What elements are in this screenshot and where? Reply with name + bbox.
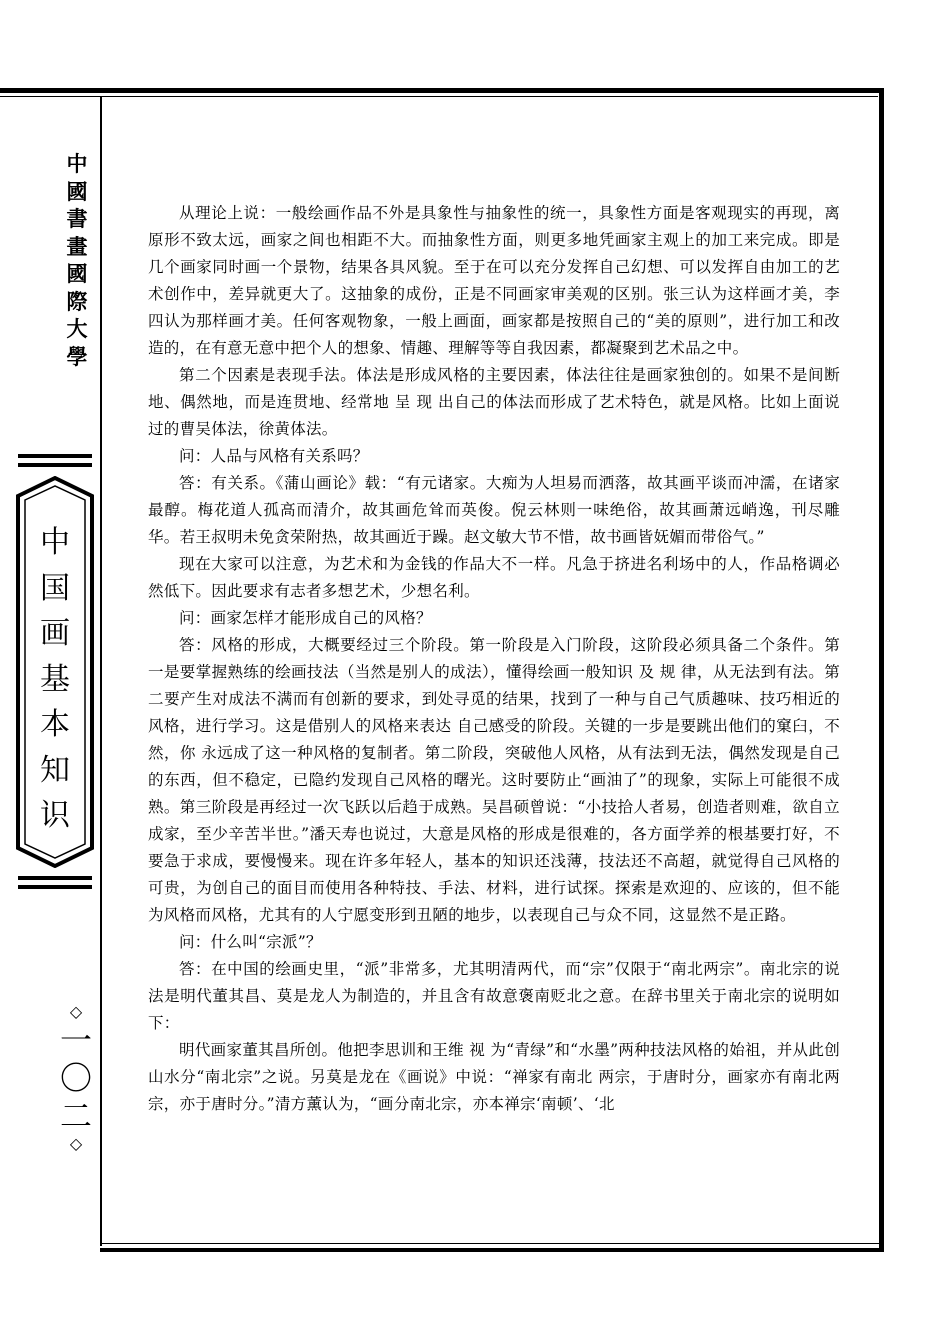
school-name-char: 畫 [66,233,88,259]
book-title-box [16,476,94,868]
body-text [148,200,840,1118]
book-title [16,520,94,839]
book-title-char: 知 [40,752,70,788]
book-title-char: 画 [40,616,70,651]
title-ornament-top [18,454,92,472]
sidebar-divider [100,96,102,1246]
title-ornament-bottom [18,876,92,894]
answer: 答：在中国的绘画史里，“派”非常多，尤其明清两代，而“宗”仅限于“南北两宗”。南北宗的说法是明代董其昌、莫是龙人为制造的，并且含有故意褒南贬北之意。在辞书里关于南北宗的说明如下： [148,960,840,1032]
frame-top-rule [0,96,878,97]
school-name-char: 書 [66,206,88,231]
school-name-char: 中 [66,151,88,176]
page-number-digit: 一 [60,1021,93,1059]
frame-bottom-rule [100,1243,880,1244]
school-name [60,150,94,370]
school-name-char: 學 [66,343,88,369]
frame-top-border [0,88,884,93]
paragraph: 第二个因素是表现手法。体法是形成风格的主要因素，体法往往是画家独创的。如果不是间断地、偶然地，而是连贯地、经常地 呈 现 出自己的体法而形成了艺术特色，就是风格。比如上面说过的曹吴体法，徐黄体法。 [148,366,840,438]
page-number [60,1003,92,1153]
question: 问：画家怎样才能形成自己的风格？ [179,609,432,627]
paragraph: 明代画家董其昌所创。他把李思训和王维 视 为“青绿”和“水墨”两种技法风格的始祖，并从此创山水分“南北宗”之说。另莫是龙在《画说》中说：“禅家有南北 两宗，于唐时分，画家亦有南北两宗，亦于唐时分。”清方薰认为，“画分南北宗，亦本禅宗‘南顿’、‘北 [148,1041,840,1113]
school-name-char: 大 [66,316,88,341]
book-title-char: 中 [40,525,70,560]
diamond-icon: ◇ [69,1002,83,1021]
school-name-char: 國 [66,178,88,204]
question: 问：人品与风格有关系吗？ [179,447,369,465]
frame-right-border [879,88,884,1252]
paragraph: 现在大家可以注意，为艺术和为金钱的作品大不一样。凡急于挤进名利场中的人，作品格调必然低下。因此要求有志者多想艺术，少想名利。 [148,555,840,600]
book-title-char: 基 [40,661,70,697]
answer: 答：风格的形成，大概要经过三个阶段。第一阶段是入门阶段，这阶段必须具备二个条件。第一是要掌握熟练的绘画技法（当然是别人的成法），懂得绘画一般知识 及 规 律，从无法到有法。第二要产生对成法不满而有创新的要求，到处寻觅的结果，找到了一种与自己气质趣味、技巧相近的风格，进行学习。这是借别人的风格来表达 自己感受的阶段。关键的一步是要跳出他们的窠臼，不然，你 永远成了这一种风格的复制者。第二阶段，突破他人风格，从有法到无法，偶然发现是自己的东西，但不稳定，已隐约发现自己风格的曙光。这时要防止“画油了”的现象，实际上可能很不成熟。第三阶段是再经过一次飞跃以后趋于成熟。吴昌硕曾说：“小技拾人者易，创造者则难，欲自立成家，至少辛苦半世。”潘天寿也说过，大意是风格的形成是很难的，各方面学养的根基要打好，不要急于求成，要慢慢来。现在许多年轻人，基本的知识还浅薄，技法还不高超，就觉得自己风格的可贵，为创自己的面目而使用各种特技、手法、材料，进行试探。探索是欢迎的、应该的，但不能为风格而风格，尤其有的人宁愿变形到丑陋的地步，以表现自己与众不同，这显然不是正路。 [148,636,840,924]
page-number-digit: 〇 [60,1059,93,1097]
book-title-char: 国 [40,570,70,606]
school-name-char: 際 [66,288,88,314]
book-title-char: 识 [40,798,70,833]
paragraph: 从理论上说：一般绘画作品不外是具象性与抽象性的统一，具象性方面是客观现实的再现，离原形不致太远，画家之间也相距不大。而抽象性方面，则更多地凭画家主观上的加工来完成。即是几个画家同时画一个景物，结果各具风貌。至于在可以充分发挥自己幻想、可以发挥自由加工的艺术创作中，差异就更大了。这抽象的成份，正是不同画家审美观的区别。张三认为这样画才美，李四认为那样画才美。任何客观物象，一般上画面，画家都是按照自己的“美的原则”，进行加工和改造的，在有意无意中把个人的想象、情趣、理解等等自我因素，都凝聚到艺术品之中。 [148,204,840,357]
page-number-digit: 二 [60,1097,93,1135]
question: 问：什么叫“宗派”？ [179,933,322,951]
book-title-char: 本 [40,707,70,742]
frame-bottom-border [100,1248,884,1252]
school-name-char: 國 [66,261,88,286]
diamond-icon: ◇ [69,1134,83,1153]
answer: 答：有关系。《蒲山画论》载：“有元诸家。大痴为人坦易而洒落，故其画平谈而冲濡，在诸家最醇。梅花道人孤高而清介，故其画危耸而英俊。倪云林则一味绝俗，故其画萧远峭逸，刊尽雕华。若王叔明未免贪荣附热，故其画近于躁。赵文敏大节不惜，故书画皆妩媚而带俗气。” [148,474,840,546]
